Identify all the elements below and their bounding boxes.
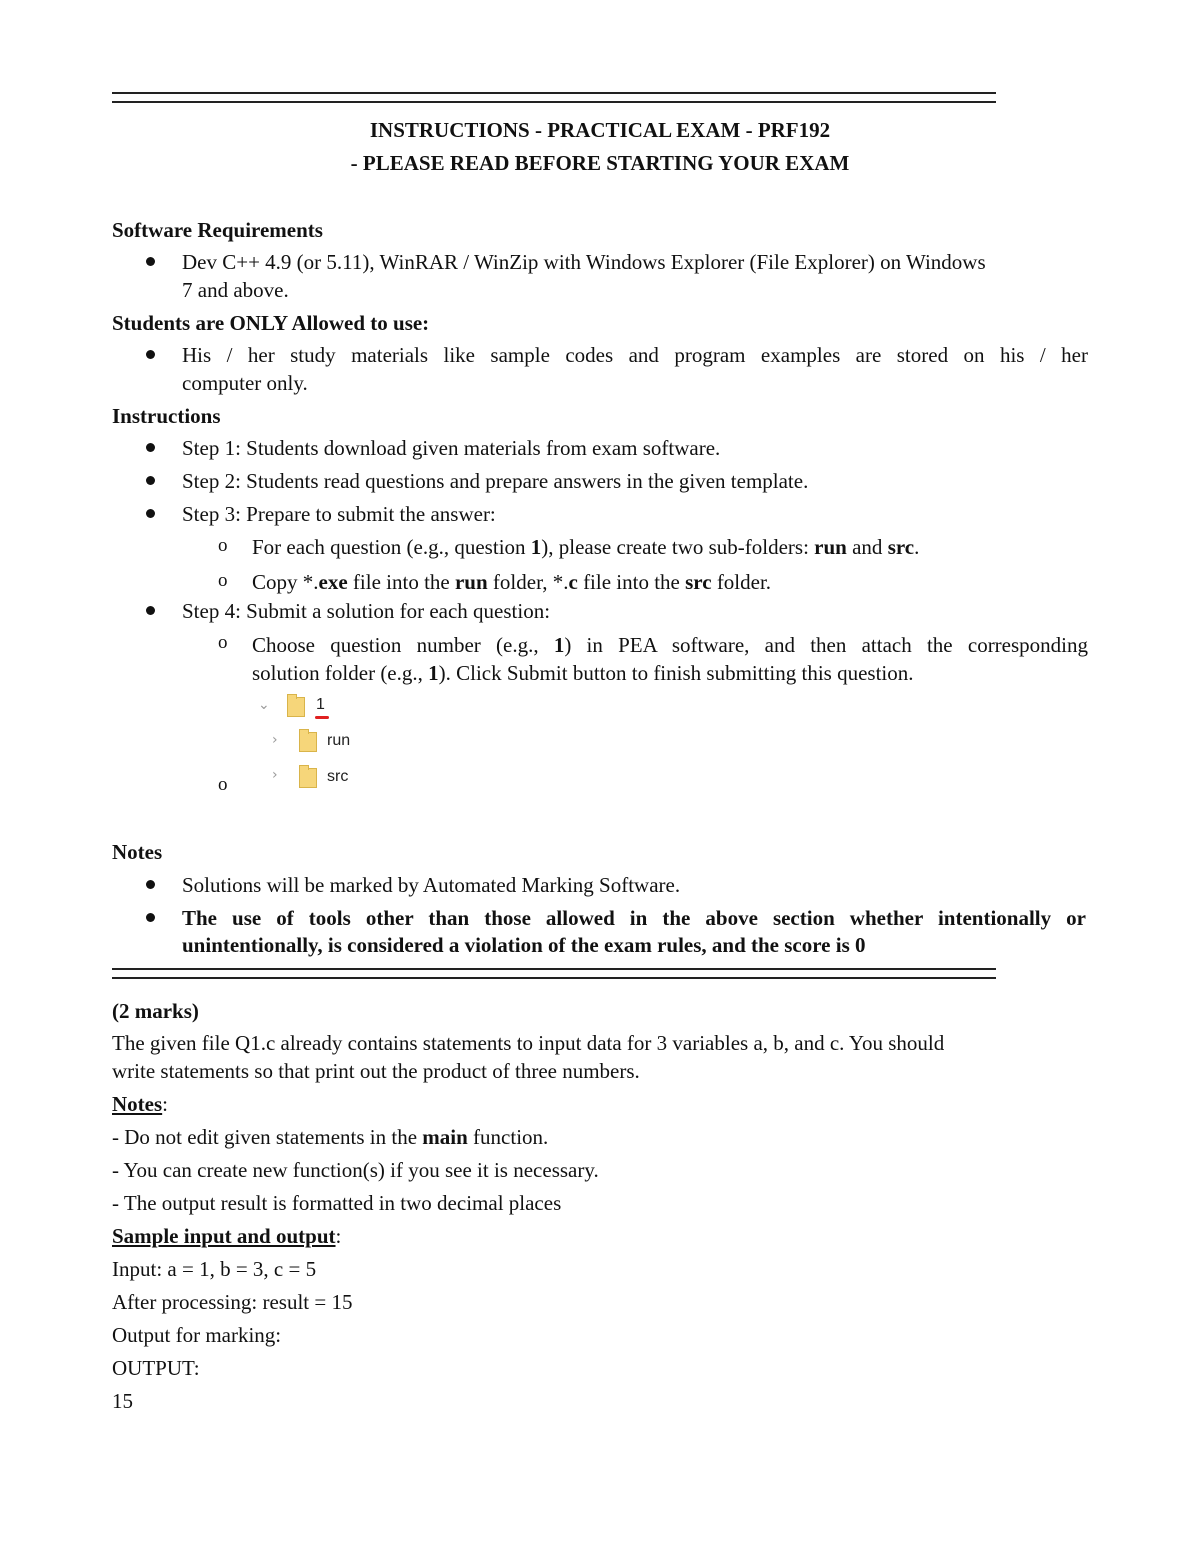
step-1: Step 1: Students download given materials from exam software. bbox=[182, 436, 721, 460]
folder-icon bbox=[299, 768, 317, 788]
question-desc-line1: The given file Q1.c already contains statements to input data for 3 variables a, b, and c. You should bbox=[112, 1031, 945, 1055]
notes-item-1: Solutions will be marked by Automated Marking Software. bbox=[182, 873, 681, 897]
step-3a: For each question (e.g., question 1), please create two sub-folders: run and src. bbox=[252, 535, 920, 559]
folder-icon bbox=[299, 732, 317, 752]
question-notes-label: Notes: bbox=[112, 1092, 168, 1116]
circle-bullet-icon: o bbox=[218, 632, 228, 653]
step-2: Step 2: Students read questions and prepare answers in the given template. bbox=[182, 469, 809, 493]
chevron-right-icon: › bbox=[272, 732, 278, 748]
spellcheck-underline bbox=[315, 716, 329, 719]
bullet-icon bbox=[146, 880, 155, 889]
circle-bullet-icon: o bbox=[218, 570, 228, 591]
question-desc-line2: write statements so that print out the product of three numbers. bbox=[112, 1059, 640, 1083]
bullet-icon bbox=[146, 257, 155, 266]
question-note-2: - You can create new function(s) if you see it is necessary. bbox=[112, 1158, 599, 1182]
notes-heading: Notes bbox=[112, 840, 163, 864]
bullet-icon bbox=[146, 476, 155, 485]
chevron-down-icon: ⌄ bbox=[258, 697, 270, 713]
chevron-right-icon: › bbox=[272, 767, 278, 783]
software-heading: Software Requirements bbox=[112, 218, 323, 242]
circle-bullet-icon: o bbox=[218, 774, 228, 795]
question-marks: (2 marks) bbox=[112, 999, 199, 1023]
bullet-icon bbox=[146, 509, 155, 518]
step-4a-line1: Choose question number (e.g., 1) in PEA software, and then attach the corresponding bbox=[252, 633, 1089, 657]
software-item-line1: Dev C++ 4.9 (or 5.11), WinRAR / WinZip with Windows Explorer (File Explorer) on Windows bbox=[182, 250, 986, 274]
software-item-line2: 7 and above. bbox=[182, 278, 289, 302]
bullet-icon bbox=[146, 606, 155, 615]
allowed-item-line1: His / her study materials like sample codes and program examples are stored on his / her bbox=[182, 343, 1088, 367]
notes-item-2-line2: unintentionally, is considered a violation of the exam rules, and the score is 0 bbox=[182, 933, 866, 957]
circle-bullet-icon: o bbox=[218, 535, 228, 556]
page-subtitle: - PLEASE READ BEFORE STARTING YOUR EXAM bbox=[350, 151, 850, 175]
allowed-heading: Students are ONLY Allowed to use: bbox=[112, 311, 430, 335]
double-rule-top bbox=[112, 92, 996, 103]
instructions-heading: Instructions bbox=[112, 404, 221, 428]
sample-after: After processing: result = 15 bbox=[112, 1290, 353, 1314]
folder-name-src[interactable]: src bbox=[327, 768, 349, 785]
folder-name-run[interactable]: run bbox=[327, 732, 351, 749]
question-note-1: - Do not edit given statements in the main function. bbox=[112, 1125, 549, 1149]
folder-icon bbox=[287, 697, 305, 717]
question-note-3: - The output result is formatted in two decimal places bbox=[112, 1191, 562, 1215]
sample-output-for: Output for marking: bbox=[112, 1323, 282, 1347]
notes-item-2-line1: The use of tools other than those allowed in the above section whether intentionally or bbox=[182, 906, 1086, 930]
bullet-icon bbox=[146, 350, 155, 359]
sample-label: Sample input and output: bbox=[112, 1224, 342, 1248]
sample-output-label: OUTPUT: bbox=[112, 1356, 200, 1380]
sample-input: Input: a = 1, b = 3, c = 5 bbox=[112, 1257, 317, 1281]
step-4a-line2: solution folder (e.g., 1). Click Submit button to finish submitting this question. bbox=[252, 661, 914, 685]
bullet-icon bbox=[146, 443, 155, 452]
sample-output-value: 15 bbox=[112, 1389, 133, 1413]
step-4: Step 4: Submit a solution for each question: bbox=[182, 599, 551, 623]
double-rule-bottom bbox=[112, 968, 996, 979]
bullet-icon bbox=[146, 913, 155, 922]
step-3b: Copy *.exe file into the run folder, *.c file into the src folder. bbox=[252, 570, 772, 594]
folder-name-root[interactable]: 1 bbox=[316, 696, 325, 713]
allowed-item-line2: computer only. bbox=[182, 371, 308, 395]
step-3: Step 3: Prepare to submit the answer: bbox=[182, 502, 496, 526]
page-title: INSTRUCTIONS - PRACTICAL EXAM - PRF192 bbox=[369, 118, 831, 142]
